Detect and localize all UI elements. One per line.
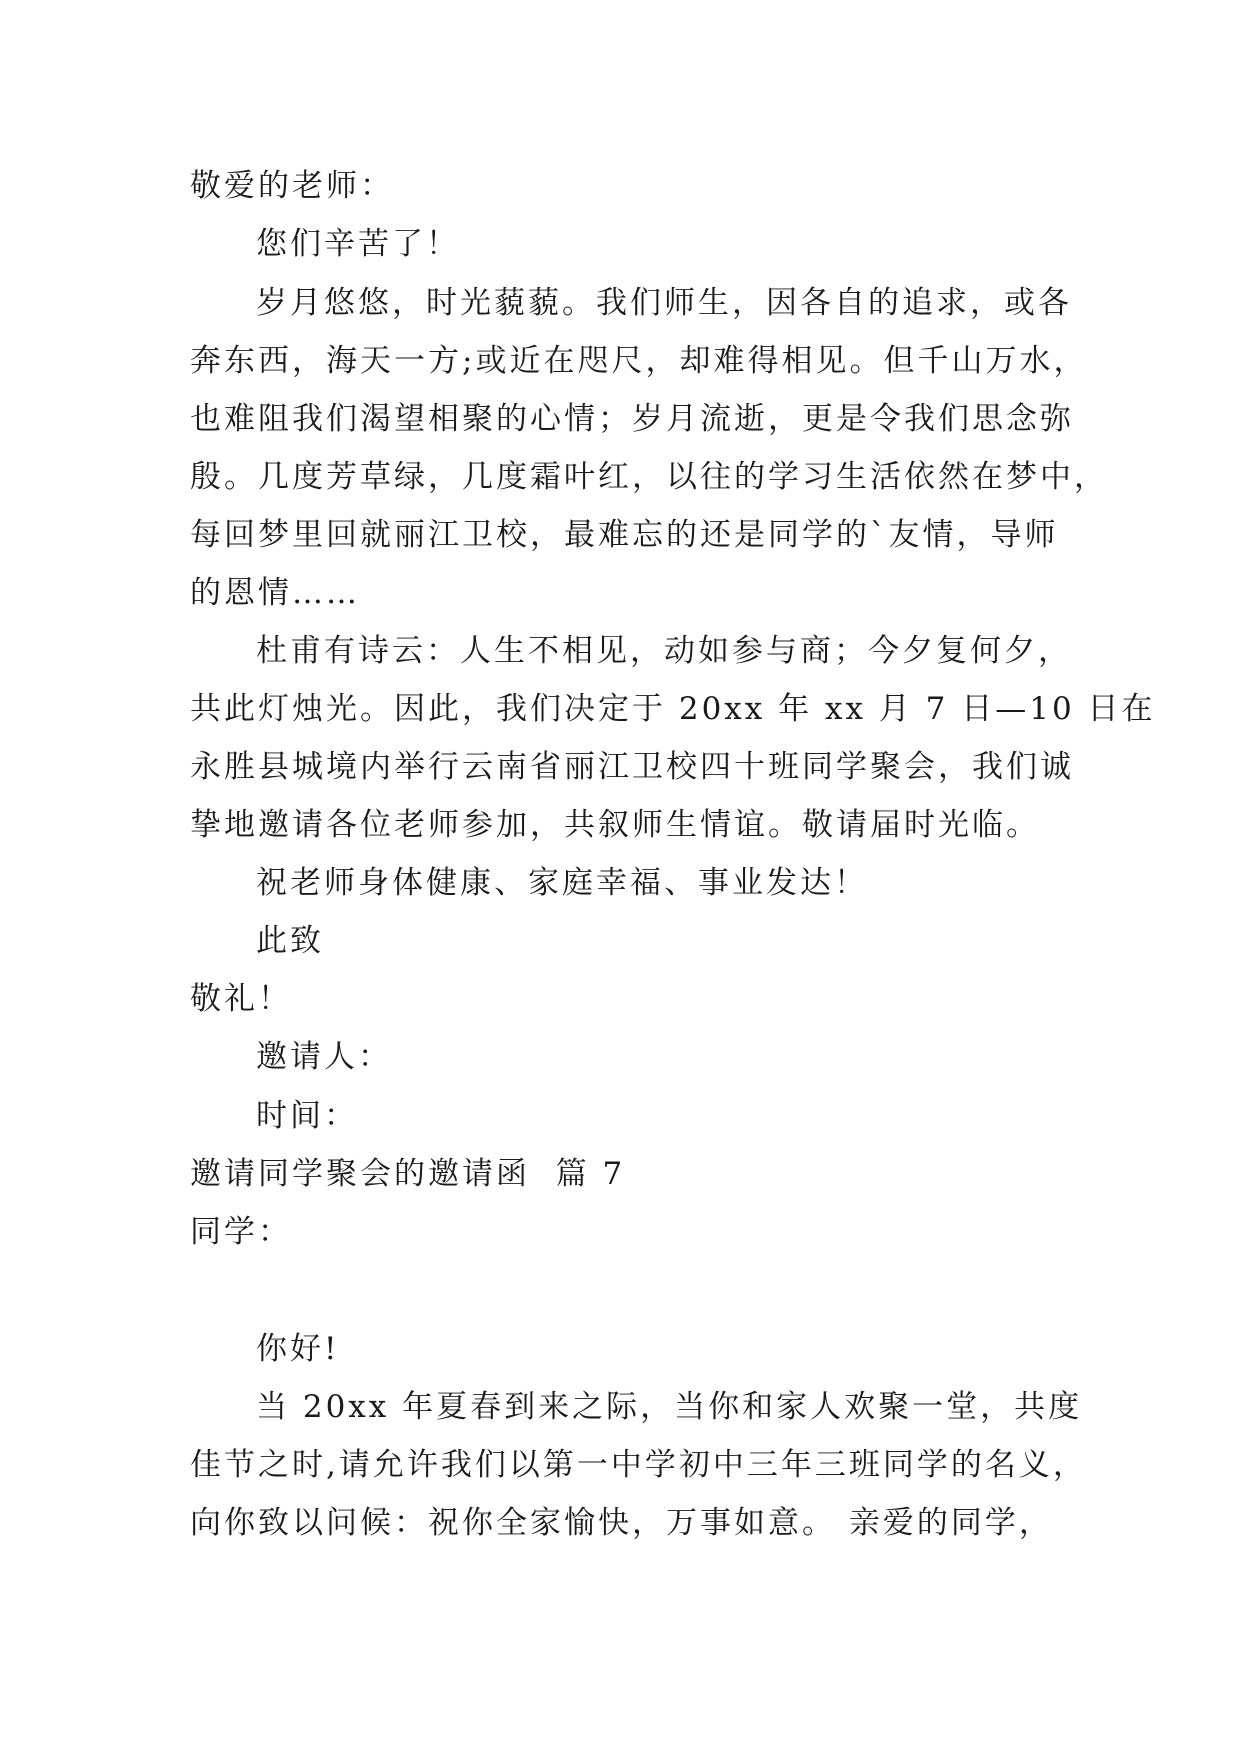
body-line: 的恩情…… [190, 575, 360, 611]
body-line: 挚地邀请各位老师参加，共叙师生情谊。敬请届时光临。 [190, 807, 1040, 843]
body-line: 佳节之时,请允许我们以第一中学初中三年三班同学的名义， [190, 1447, 1087, 1483]
closing-jingli: 敬礼！ [190, 981, 292, 1017]
body-line: 也难阻我们渴望相聚的心情；岁月流逝，更是令我们思念弥 [190, 401, 1074, 437]
inviter-label: 邀请人： [256, 1039, 392, 1075]
body-line: 向你致以问候：祝你全家愉快，万事如意。 亲爱的同学， [190, 1505, 1053, 1541]
body-line: 每回梦里回就丽江卫校，最难忘的还是同学的`友情，导师 [190, 517, 1059, 553]
body-line: 共此灯烛光。因此，我们决定于 20xx 年 xx 月 7 日—10 日在 [190, 691, 1156, 727]
body-line: 永胜县城境内举行云南省丽江卫校四十班同学聚会，我们诚 [190, 749, 1074, 785]
greeting-line: 您们辛苦了！ [256, 226, 460, 262]
closing-cizhi: 此致 [256, 923, 324, 959]
salutation-classmate: 同学： [190, 1214, 292, 1250]
body-line: 奔东西，海天一方;或近在咫尺，却难得相见。但千山万水， [190, 343, 1088, 379]
body-line: 岁月悠悠，时光藐藐。我们师生，因各自的追求，或各 [256, 285, 1072, 321]
body-line: 殷。几度芳草绿，几度霜叶红，以往的学习生活依然在梦中， [190, 459, 1108, 495]
body-line: 当 20xx 年夏春到来之际，当你和家人欢聚一堂，共度 [256, 1389, 1083, 1425]
body-line: 杜甫有诗云：人生不相见，动如参与商；今夕复何夕， [256, 633, 1072, 669]
wishes-line: 祝老师身体健康、家庭幸福、事业发达！ [256, 865, 868, 901]
section-title: 邀请同学聚会的邀请函 篇 7 [190, 1156, 626, 1192]
salutation-teacher: 敬爱的老师： [190, 168, 394, 204]
time-label: 时间： [256, 1098, 358, 1134]
greeting-line: 你好! [256, 1331, 340, 1367]
